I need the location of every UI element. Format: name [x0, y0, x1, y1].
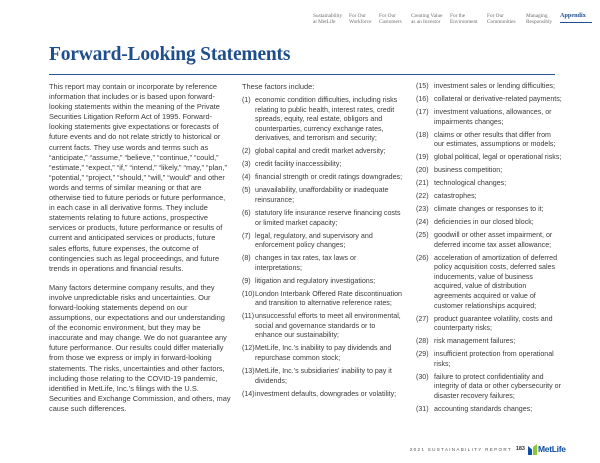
- metlife-logo-icon: [528, 444, 538, 455]
- nav-managing[interactable]: Managing Responsibly: [526, 13, 553, 25]
- factor-number: (22): [416, 192, 429, 201]
- factor-number: (5): [242, 186, 251, 195]
- report-name: 2021 SUSTAINABILITY REPORT: [409, 447, 512, 452]
- metlife-logo: [528, 444, 566, 456]
- factors-column-1: [242, 82, 404, 403]
- factor-text: deficiencies in our closed block;: [434, 218, 534, 227]
- factor-item: [242, 290, 404, 309]
- title-divider: [49, 74, 555, 75]
- factor-text: failure to protect confidentiality and integrity of data or other cybersecurity or disaster recovery failures;: [434, 372, 561, 400]
- factor-number: (18): [416, 130, 429, 139]
- factor-text: product guarantee volatility, costs and counterparty risks;: [434, 314, 553, 333]
- factor-number: (6): [242, 208, 251, 217]
- factor-text: litigation and regulatory investigations;: [255, 276, 376, 285]
- factor-item: [242, 367, 404, 386]
- factor-number: (1): [242, 96, 251, 105]
- factor-text: business competition;: [434, 166, 503, 175]
- factor-item: [416, 131, 562, 150]
- factor-item: [242, 390, 404, 400]
- factor-number: (26): [416, 253, 429, 262]
- nav-investor[interactable]: Creating Value as an Investor: [411, 13, 443, 25]
- factor-item: [242, 312, 404, 341]
- factor-number: (15): [416, 82, 429, 90]
- factor-item: [416, 108, 562, 127]
- factor-item: [242, 96, 404, 144]
- factor-text: technological changes;: [434, 179, 507, 188]
- factor-item: [416, 166, 562, 176]
- factor-number: (7): [242, 231, 251, 240]
- factor-item: [416, 373, 562, 402]
- page-footer: [0, 443, 600, 459]
- factor-text: investment sales or lending difficulties;: [434, 82, 555, 90]
- factor-text: MetLife, Inc.’s inability to pay dividends and repurchase common stock;: [255, 344, 392, 363]
- nav-communities[interactable]: For Our Communities: [487, 13, 516, 25]
- factor-number: (25): [416, 231, 429, 240]
- factor-item: [416, 205, 562, 215]
- factor-text: economic condition difficulties, including risks relating to public health, interest rates, credit spreads, equity, real estate, obligors and counterparties, currency exchange rates, derivatives, and terrorism and security;: [255, 96, 398, 143]
- factor-item: [416, 95, 562, 105]
- factor-item: [242, 232, 404, 251]
- factor-number: (31): [416, 404, 429, 413]
- factor-text: unsuccessful efforts to meet all environmental, social and governance standards or to enhance our sustainability;: [255, 312, 401, 340]
- factor-number: (16): [416, 94, 429, 103]
- factor-number: (23): [416, 205, 429, 214]
- factor-number: (2): [242, 147, 251, 156]
- factor-number: (24): [416, 218, 429, 227]
- factor-number: (28): [416, 337, 429, 346]
- factor-item: [242, 254, 404, 273]
- factor-text: climate changes or responses to it;: [434, 205, 544, 214]
- factor-text: unavailability, unaffordability or inadequate reinsurance;: [255, 186, 389, 204]
- factor-text: accounting standards changes;: [434, 404, 533, 413]
- factor-text: credit facility inaccessibility;: [255, 160, 342, 169]
- factor-number: (11): [242, 312, 255, 321]
- factor-item: [242, 344, 404, 363]
- factor-item: [416, 315, 562, 334]
- factor-item: [416, 192, 562, 202]
- factor-text: MetLife, Inc.’s subsidiaries’ inability to pay it dividends;: [255, 367, 392, 385]
- factor-number: (4): [242, 173, 251, 182]
- factor-text: risk management failures;: [434, 337, 516, 346]
- factor-number: (19): [416, 153, 429, 162]
- factor-number: (8): [242, 254, 251, 263]
- factor-text: goodwill or other asset impairment, or deferred income tax asset allowance;: [434, 231, 553, 249]
- factor-text: insufficient protection from operational risks;: [434, 350, 554, 368]
- paragraph: This report may contain or incorporate by reference information that includes or is based upon forward-looking statements within the meaning of the Private Securities Litigation Reform Act of 1995. Forward-looking statements give expectations or forecasts of future events and do not relate strictly to historical or current facts. They use words and terms such as “anticipate,” “assume,” “believe,” “continue,” “could,” “estimate,” “expect,” “if,” “intend,” “likely,” “may,” “plan,” “potential,” “project,” “should,” “will,” “would” and other words and terms of similar meaning or that are otherwise tied to future periods or future performance, in each case in all derivative forms. They include statements relating to future actions, prospective services or products, future performance or results of current and anticipated services or products, future sales efforts, future expenses, the outcome of contingencies such as legal proceedings, and future trends in operations and financial results.: [49, 82, 227, 273]
- factor-item: [242, 186, 404, 205]
- factor-text: global political, legal or operational risks;: [434, 153, 562, 162]
- factor-number: (12): [242, 344, 255, 353]
- factors-intro: These factors include:: [242, 82, 315, 91]
- factor-text: catastrophes;: [434, 192, 477, 201]
- factor-number: (20): [416, 166, 429, 175]
- factor-item: [416, 153, 562, 163]
- factor-text: legal, regulatory, and supervisory and enforcement policy changes;: [255, 231, 373, 250]
- factor-item: [416, 254, 562, 312]
- intro-column: [49, 82, 233, 423]
- factor-text: statutory life insurance reserve financing costs or limited market capacity;: [255, 208, 401, 227]
- factor-item: [242, 277, 404, 287]
- factor-item: [416, 231, 562, 250]
- factors-column-2: [416, 82, 562, 418]
- factor-text: investment valuations, allowances, or impairments changes;: [434, 107, 552, 126]
- paragraph: Many factors determine company results, and they involve unpredictable risks and uncertainties. Our forward-looking statements depend on our assumptions, our expectations and our understanding of the economic environment, but they may be inaccurate and may change. We do not guarantee any future performance. Our results could differ materially from those we express or imply in forward-looking statements. The risks, uncertainties and other factors, including those relating to the COVID-19 pandemic, identified in MetLife, Inc.’s filings with the U.S. Securities and Exchange Commission, and others, may cause such differences.: [49, 282, 231, 413]
- factor-item: [416, 218, 562, 228]
- factor-item: [416, 179, 562, 189]
- nav-environment[interactable]: For the Environment: [450, 13, 478, 25]
- factor-text: financial strength or credit ratings downgrades;: [255, 173, 403, 182]
- factor-number: (9): [242, 276, 251, 285]
- nav-appendix[interactable]: Appendix: [560, 13, 592, 19]
- factor-number: (21): [416, 179, 429, 188]
- factor-number: (30): [416, 372, 429, 381]
- factor-item: [242, 173, 404, 183]
- factor-item: [242, 209, 404, 228]
- factor-item: [416, 82, 562, 92]
- factor-text: London Interbank Offered Rate discontinuation and transition to alternative reference rates;: [255, 289, 402, 308]
- factor-text: collateral or derivative-related payments;: [434, 94, 562, 103]
- factor-item: [416, 350, 562, 369]
- page-number: 183: [515, 446, 525, 452]
- factor-text: acceleration of amortization of deferred policy acquisition costs, deferred sales inducements, value of business acquired, value of distribution agreements acquired or value of customer relationships acquired;: [434, 253, 558, 310]
- factor-item: [242, 160, 404, 170]
- factor-number: (17): [416, 107, 429, 116]
- factor-number: (13): [242, 367, 255, 376]
- top-navigation: [0, 0, 600, 40]
- factor-number: (10): [242, 289, 255, 298]
- factor-item: [416, 405, 562, 415]
- factor-text: global capital and credit market adversity;: [255, 147, 386, 156]
- page-title: Forward-Looking Statements: [49, 44, 291, 65]
- logo-wordmark: MetLife: [538, 444, 566, 454]
- factor-text: claims or other results that differ from our estimates, assumptions or models;: [434, 130, 556, 149]
- factor-number: (14): [242, 389, 255, 398]
- nav-sustainability[interactable]: Sustainability at MetLife: [313, 13, 343, 25]
- factor-number: (29): [416, 350, 429, 359]
- nav-workforce[interactable]: For Our Workforce: [349, 13, 372, 25]
- factor-text: investment defaults, downgrades or volatility;: [255, 389, 397, 398]
- factor-number: (3): [242, 160, 251, 169]
- factor-item: [242, 147, 404, 157]
- factor-number: (27): [416, 314, 429, 323]
- factor-text: changes in tax rates, tax laws or interpretations;: [255, 254, 357, 272]
- factor-item: [416, 337, 562, 347]
- nav-customers[interactable]: For Our Customers: [379, 13, 402, 25]
